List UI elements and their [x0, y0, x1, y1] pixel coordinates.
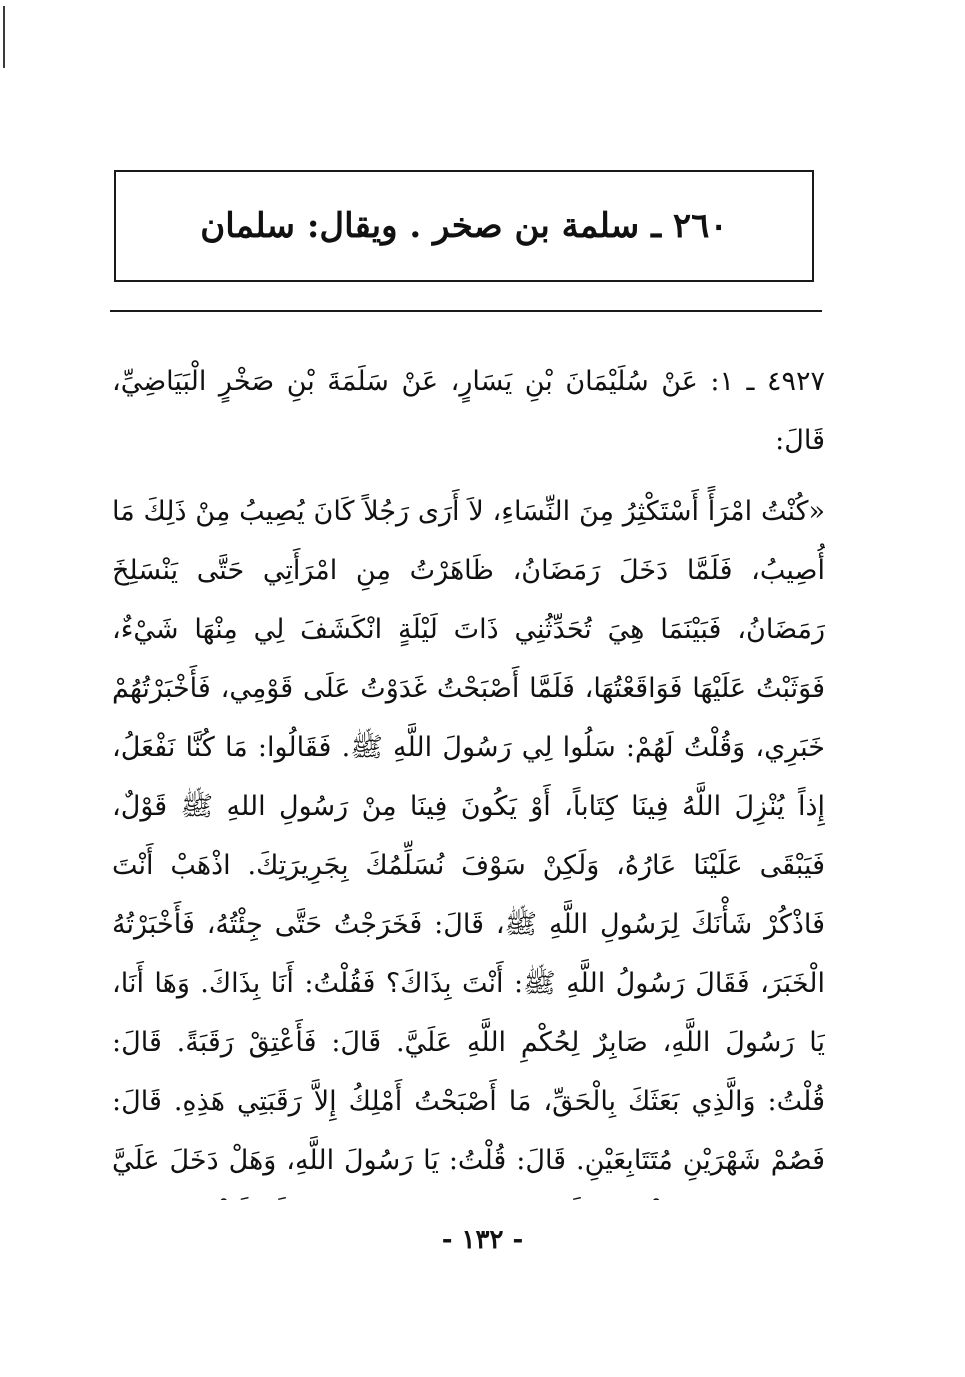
hadith-text: «كُنْتُ امْرَأً أَسْتَكْثِرُ مِنَ النِّسَاءِ، لاَ أَرَى رَجُلاً كَانَ يُصِيبُ مِنْ ذَلِكَ مَا أُصِيبُ، فَلَمَّا دَخَلَ رَمَضَانُ، ظَاهَرْتُ مِنِ امْرَأَتِي حَتَّى يَنْسَلِخَ رَمَضَانُ، فَبَيْنَمَا هِيَ تُحَدِّثُنِي ذَاتَ لَيْلَةٍ انْكَشَفَ لِي مِنْهَا شَيْءٌ، فَوَثَبْتُ عَلَيْهَا فَوَاقَعْتُهَا، فَلَمَّا أَصْبَحْتُ غَدَوْتُ عَلَى قَوْمِي، فَأَخْبَرْتُهُمْ خَبَرِي، وَقُلْتُ لَهُمْ: سَلُوا لِي رَسُولَ اللَّهِ ﷺ. فَقَالُوا: مَا كُنَّا نَفْعَلُ، إِذاً يُنْزِلَ اللَّهُ فِينَا كِتَاباً، أَوْ يَكُونَ فِينَا مِنْ رَسُولِ اللهِ ﷺ قَوْلٌ، فَيَبْقَى عَلَيْنَا عَارُهُ، وَلَكِنْ سَوْفَ نُسَلِّمُكَ بِجَرِيرَتِكَ. اذْهَبْ أَنْتَ فَاذْكُرْ شَأْنَكَ لِرَسُولِ اللَّهِ ﷺ، قَالَ: فَخَرَجْتُ حَتَّى جِئْتُهُ، فَأَخْبَرْتُهُ الْخَبَرَ، فَقَالَ رَسُولُ اللَّهِ ﷺ: أَنْتَ بِذَاكَ؟ فَقُلْتُ: أَنَا بِذَاكَ. وَهَا أَنَا، يَا رَسُولَ اللَّهِ، صَابِرٌ لِحُكْمِ اللَّهِ عَلَيَّ. قَالَ: فَأَعْتِقْ رَقَبَةً. قَالَ: قُلْتُ: وَالَّذِي بَعَثَكَ بِالْحَقِّ، مَا أَصْبَحْتُ أَمْلِكُ إِلاَّ رَقَبَتِي هَذِهِ. قَالَ: فَصُمْ شَهْرَيْنِ مُتَتَابِعَيْنِ. قَالَ: قُلْتُ: يَا رَسُولَ اللَّهِ، وَهَلْ دَخَلَ عَلَيَّ	[112, 496, 825, 1176]
heading-divider	[110, 310, 822, 312]
chapter-heading-box	[114, 170, 814, 282]
page-number: - ١٣٢ -	[441, 1225, 524, 1255]
hadith-intro: ٤٩٢٧ ـ ١: عَنْ سُلَيْمَانَ بْنِ يَسَارٍ، عَنْ سَلَمَةَ بْنِ صَخْرٍ الْبَيَاضِيِّ، قَالَ:	[112, 366, 825, 456]
chapter-title: ٢٦٠ ـ سلمة بن صخر . ويقال: سلمان	[200, 206, 728, 246]
scan-edge-mark	[3, 6, 5, 68]
